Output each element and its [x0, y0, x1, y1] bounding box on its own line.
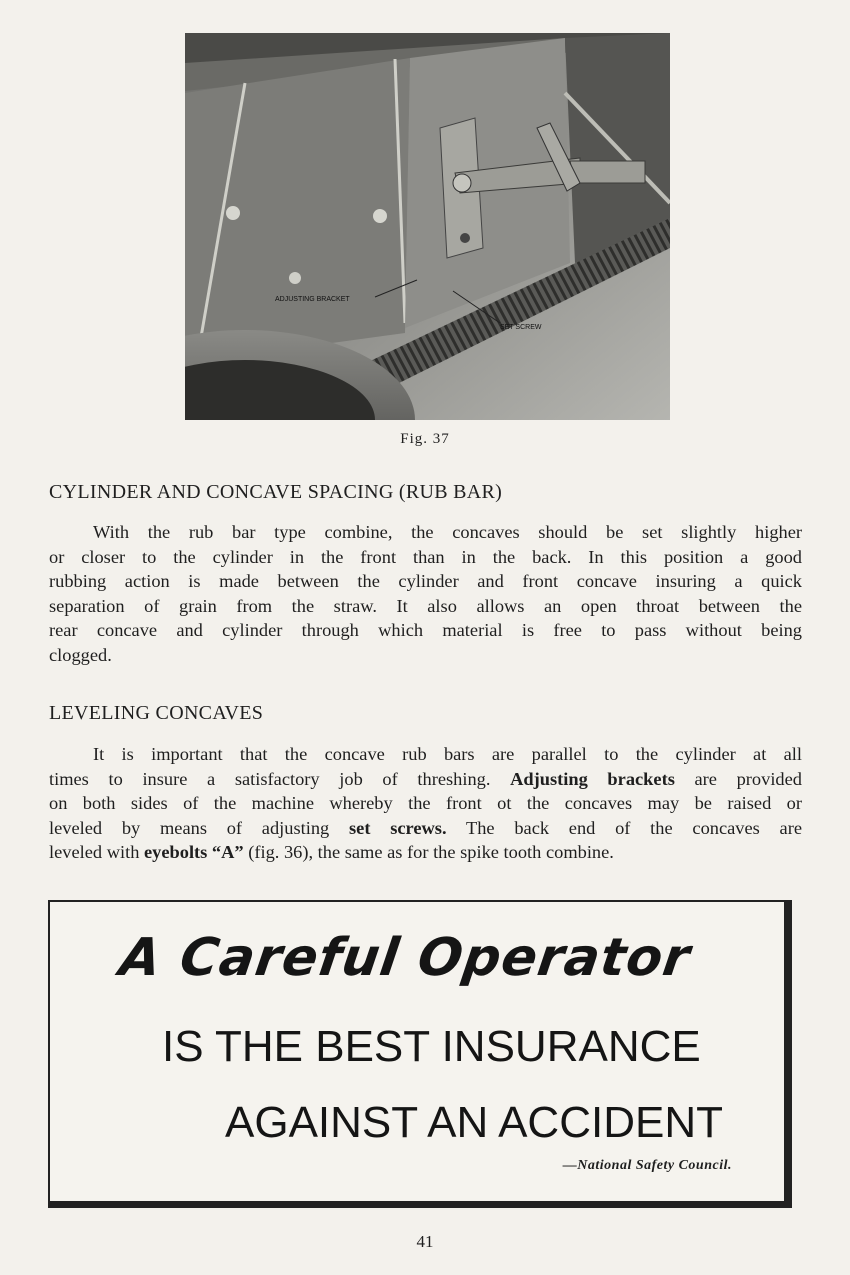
callout-line-2: AGAINST AN ACCIDENT [225, 1098, 723, 1147]
paragraph-line [49, 767, 802, 792]
callout-credit: —National Safety Council. [562, 1158, 732, 1173]
safety-callout-box [48, 900, 792, 1208]
callout-line-1: IS THE BEST INSURANCE [162, 1022, 701, 1071]
paragraph-leveling-concaves [49, 742, 802, 865]
text-run: leveled with [49, 842, 144, 862]
text-run: are provided [674, 768, 802, 789]
paragraph-line: on both sides of the machine whereby the front ot the concaves may be raised or [49, 793, 802, 813]
set-screw-label: SET SCREW [500, 324, 542, 331]
figure-photo [185, 33, 670, 420]
page-number: 41 [416, 1232, 434, 1251]
paragraph-line: or closer to the cylinder in the front than in the back. In this position a good [49, 546, 802, 567]
paragraph-cylinder-spacing [49, 520, 802, 667]
paragraph-line: It is important that the concave rub bars are parallel to the cylinder at all [93, 744, 802, 764]
paragraph-line [49, 840, 802, 865]
bold-term: Adjusting brackets [510, 768, 675, 789]
figure-caption: Fig. 37 [400, 431, 450, 447]
text-run: (fig. 36), the same as for the spike tooth combine. [243, 842, 614, 862]
section-title-leveling-concaves: LEVELING CONCAVES [49, 702, 264, 724]
paragraph-line: rubbing action is made between the cylinder and front concave insuring a quick [49, 571, 802, 591]
paragraph-line [49, 816, 802, 841]
text-run: The back end of the concaves are [446, 817, 803, 838]
callout-headline: A Careful Operator [116, 928, 695, 988]
text-run: times to insure a satisfactory job of threshing. [49, 768, 511, 789]
paragraph-line: clogged. [49, 644, 112, 665]
paragraph-line: rear concave and cylinder through which material is free to pass without being [49, 620, 802, 640]
paragraph-line: separation of grain from the straw. It also allows an open throat between the [49, 595, 802, 616]
machine-photo-illustration [185, 33, 670, 420]
text-run: leveled by means of adjusting [49, 817, 349, 838]
adjusting-bracket-label: ADJUSTING BRACKET [275, 296, 350, 303]
paragraph-line: With the rub bar type combine, the concaves should be set slightly higher [93, 522, 802, 542]
bold-term: set screws. [349, 817, 447, 838]
section-title-cylinder-spacing: CYLINDER AND CONCAVE SPACING (RUB BAR) [49, 481, 503, 503]
bold-term: eyebolts “A” [144, 842, 244, 862]
